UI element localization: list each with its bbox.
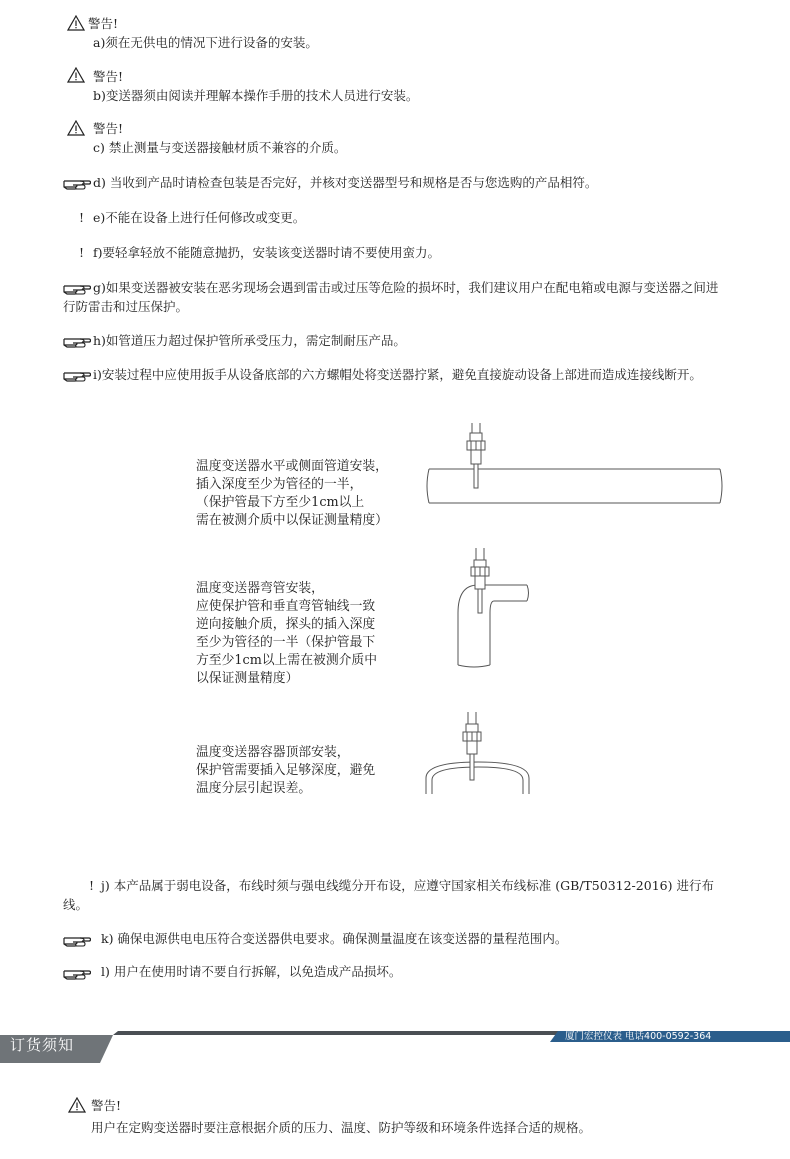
warning-icon	[67, 120, 85, 136]
exclamation-mark: !	[89, 878, 95, 893]
pointing-hand-icon	[63, 933, 91, 947]
note-f: f)要轻拿轻放不能随意抛扔，安装该变送器时请不要使用蛮力。	[93, 245, 441, 260]
note-j: j) 本产品属于弱电设备，布线时须与强电线缆分开布设，应遵守国家相关布线标准 (GB/T50312-2016) 进行布线。	[63, 878, 714, 912]
horizontal-pipe-diagram	[420, 423, 730, 523]
warning-title: 警告!	[88, 16, 119, 31]
note-e: e)不能在设备上进行任何修改或变更。	[93, 210, 306, 225]
note-h: h)如管道压力超过保护管所承受压力，需定制耐压产品。	[93, 333, 406, 348]
note-k: k) 确保电源供电电压符合变送器供电要求。确保测量温度在该变送器的量程范围内。	[101, 931, 568, 946]
note-l: l) 用户在使用时请不要自行拆解，以免造成产品损坏。	[101, 964, 402, 979]
exclamation-mark: !	[79, 245, 85, 260]
pointing-hand-icon	[63, 334, 91, 348]
diagram-caption-vessel-top: 温度变送器容器顶部安装， 保护管需要插入足够深度，避免 温度分层引起误差。	[196, 745, 376, 796]
warning-title: 警告!	[93, 121, 124, 136]
exclamation-mark: !	[79, 210, 85, 225]
note-i: i)安装过程中应使用扳手从设备底部的六方螺帽处将变送器拧紧，避免直接旋动设备上部进而造成连接线断开。	[93, 367, 702, 382]
diagram-caption-elbow-pipe: 温度变送器弯管安装， 应使保护管和垂直弯管轴线一致 逆向接触介质，探头的插入深度 至少为管径的一半（保护管最下 方至少1cm以上需在被测介质中 以保证测量精度）	[196, 581, 378, 686]
pointing-hand-icon	[63, 176, 91, 190]
diagram-caption-horizontal-pipe: 温度变送器水平或侧面管道安装， 插入深度至少为管径的一半， （保护管最下方至少1cm以上 需在被测介质中以保证测量精度）	[196, 459, 388, 528]
company-contact: 厦门宏控仪表 电话400-0592-364	[565, 1031, 712, 1042]
warning-icon	[68, 1097, 86, 1113]
note-g: g)如果变送器被安装在恶劣现场会遇到雷击或过压等危险的损坏时，我们建议用户在配电箱或电源与变送器之间进行防雷击和过压保护。	[63, 280, 719, 314]
warning-text: 用户在定购变送器时要注意根据介质的压力、温度、防护等级和环境条件选择合适的规格。	[91, 1120, 592, 1135]
warning-text: c) 禁止测量与变送器接触材质不兼容的介质。	[93, 140, 347, 155]
note-d: d) 当收到产品时请检查包装是否完好，并核对变送器型号和规格是否与您选购的产品相符。	[93, 175, 598, 190]
pointing-hand-icon	[63, 966, 91, 980]
section-title: 订货须知	[10, 1036, 75, 1054]
elbow-pipe-diagram	[450, 548, 540, 670]
vessel-top-diagram	[420, 712, 535, 797]
warning-icon	[67, 15, 85, 31]
warning-text: b)变送器须由阅读并理解本操作手册的技术人员进行安装。	[93, 88, 419, 103]
warning-title: 警告!	[91, 1098, 122, 1113]
warning-text: a)须在无供电的情况下进行设备的安装。	[93, 35, 318, 50]
warning-title: 警告!	[93, 69, 124, 84]
warning-icon	[67, 67, 85, 83]
